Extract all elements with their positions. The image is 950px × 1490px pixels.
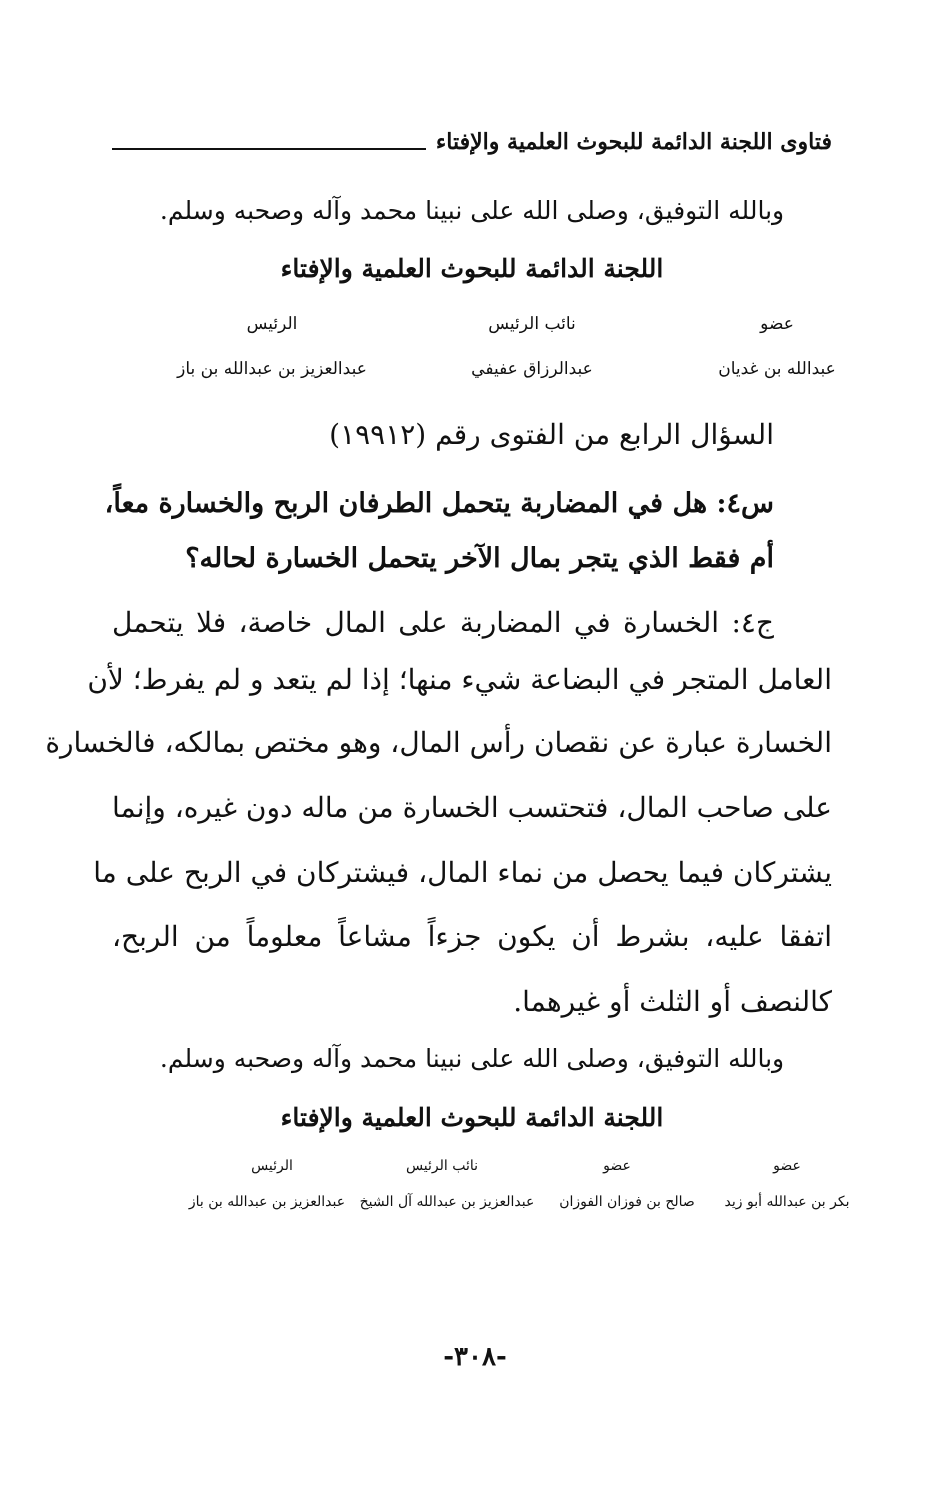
role-vice-president: نائب الرئيس (488, 314, 576, 334)
answer-line: اتفقا عليه، بشرط أن يكون جزءاً مشاعاً معلوماً من الربح، (112, 920, 832, 953)
signer-name: عبدالعزيز بن عبدالله بن باز (188, 1194, 346, 1210)
signature-names-1 (112, 359, 836, 389)
signature-roles-2 (112, 1158, 832, 1188)
role-member: عضو (773, 1158, 801, 1174)
signer-name: عبدالرزاق عفيفي (471, 359, 593, 379)
signer-name: صالح بن فوزان الفوزان (559, 1194, 695, 1210)
running-header (112, 122, 832, 162)
role-vice-president: نائب الرئيس (405, 1158, 479, 1174)
answer-line: كالنصف أو الثلث أو غيرهما. (513, 985, 832, 1018)
closing-line-1: وبالله التوفيق، وصلى الله على نبينا محمد وآله وصحبه وسلم. (159, 196, 785, 225)
signer-name: عبدالله بن غديان (718, 359, 836, 379)
committee-name-1: اللجنة الدائمة للبحوث العلمية والإفتاء (280, 254, 664, 283)
running-header-title: فتاوى اللجنة الدائمة للبحوث العلمية والإفتاء (435, 129, 832, 155)
answer-line: على صاحب المال، فتحتسب الخسارة من ماله دون غيره، وإنما (112, 791, 832, 824)
answer-line: ج٤: الخسارة في المضاربة على المال خاصة، فلا يتحمل (112, 606, 774, 639)
signer-name: عبدالعزيز بن عبدالله آل الشيخ (359, 1194, 535, 1210)
question-line: س٤: هل في المضاربة يتحمل الطرفان الربح والخسارة معاً، (104, 488, 774, 519)
header-rule (112, 148, 426, 150)
signer-name: بكر بن عبدالله أبو زيد (724, 1194, 850, 1210)
fatwa-reference: السؤال الرابع من الفتوى رقم (١٩٩١٢) (329, 418, 774, 451)
question-line: أم فقط الذي يتجر بمال الآخر يتحمل الخسارة لحاله؟ (185, 543, 774, 574)
closing-line-2: وبالله التوفيق، وصلى الله على نبينا محمد وآله وصحبه وسلم. (159, 1044, 785, 1073)
signer-name: عبدالعزيز بن عبدالله بن باز (177, 359, 367, 379)
committee-name-2: اللجنة الدائمة للبحوث العلمية والإفتاء (280, 1103, 664, 1132)
signature-roles-1 (112, 314, 832, 344)
page-number: -٣٠٨- (443, 1342, 507, 1372)
answer-line: الخسارة عبارة عن نقصان رأس المال، وهو مختص بمالكه، فالخسارة (45, 726, 832, 759)
role-member: عضو (760, 314, 794, 334)
answer-line: يشتركان فيما يحصل من نماء المال، فيشتركان في الربح على ما (93, 856, 832, 889)
role-president: الرئيس (246, 314, 298, 334)
role-member: عضو (603, 1158, 631, 1174)
answer-line: العامل المتجر في البضاعة شيء منها؛ إذا لم يتعد و لم يفرط؛ لأن (87, 663, 832, 696)
signature-names-2 (112, 1194, 850, 1224)
role-president: الرئيس (251, 1158, 293, 1174)
